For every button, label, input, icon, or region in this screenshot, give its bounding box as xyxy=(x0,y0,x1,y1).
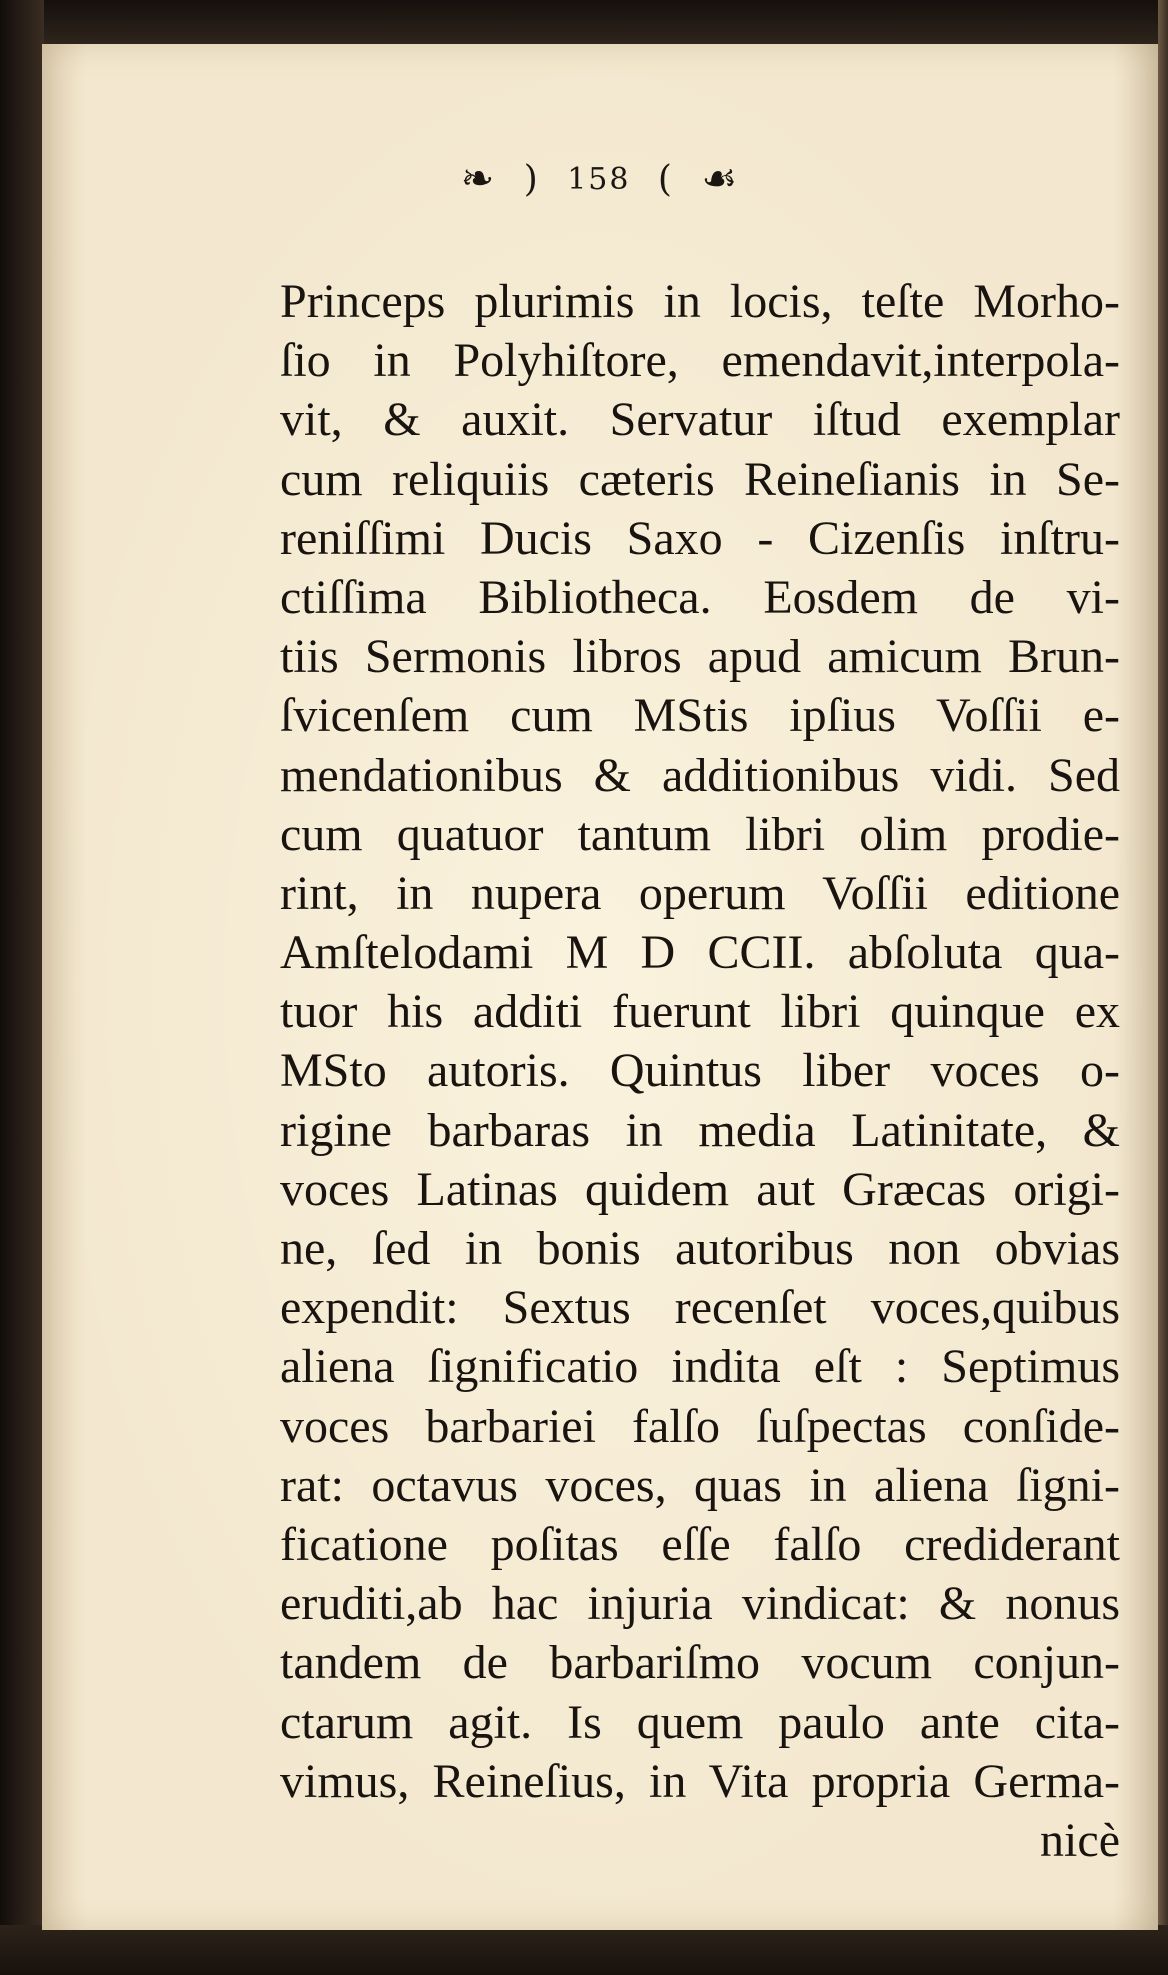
text-line: tandem de barbariſmo vocum conjun- xyxy=(280,1636,1120,1690)
page-header xyxy=(42,156,1158,202)
text-line: reniſſimi Ducis Saxo - Cizenſis inſtru- xyxy=(280,511,1120,565)
text-line: eruditi,ab hac injuria vindicat: & nonus xyxy=(280,1577,1120,1631)
right-ornament-icon: ☙ xyxy=(701,156,740,202)
book-binding-edge xyxy=(0,0,44,1975)
text-line: vit, & auxit. Servatur iſtud exemplar xyxy=(280,393,1120,447)
scan-bottom-edge xyxy=(0,1925,1168,1975)
header-paren-left: ) xyxy=(523,158,540,200)
text-line: Amſtelodami M D CCII. abſoluta qua- xyxy=(280,926,1120,980)
book-page xyxy=(42,44,1158,1930)
text-line: tiis Sermonis libros apud amicum Brun- xyxy=(280,630,1120,684)
body-text xyxy=(280,272,1120,1870)
text-line: voces Latinas quidem aut Græcas origi- xyxy=(280,1162,1120,1216)
left-ornament-icon: ❧ xyxy=(460,156,497,202)
text-line: ne, ſed in bonis autoribus non obvias xyxy=(280,1222,1120,1275)
text-line: mendationibus & additionibus vidi. Sed xyxy=(280,748,1120,802)
text-line: rat: octavus voces, quas in aliena ſigni- xyxy=(280,1458,1120,1512)
text-line: cum quatuor tantum libri olim prodie- xyxy=(280,807,1120,861)
text-line: rint, in nupera operum Voſſii editione xyxy=(280,866,1120,920)
text-line: rigine barbaras in media Latinitate, & xyxy=(280,1103,1120,1157)
text-line: expendit: Sextus recenſet voces,quibus xyxy=(280,1281,1120,1335)
header-paren-right: ( xyxy=(657,158,674,200)
text-line: ſio in Polyhiſtore, emendavit,interpola- xyxy=(280,334,1120,388)
text-line: ficatione poſitas eſſe falſo crediderant xyxy=(280,1517,1120,1571)
page-number: 158 xyxy=(567,161,631,197)
text-line: Princeps plurimis in locis, teſte Morho- xyxy=(280,275,1120,328)
page-fore-edge xyxy=(1158,0,1168,1975)
scan-top-edge xyxy=(0,0,1168,46)
catchword: nicè xyxy=(1040,1813,1120,1867)
text-line: vimus, Reineſius, in Vita propria Germa- xyxy=(280,1754,1120,1808)
text-line: aliena ſignificatio indita eſt : Septimus xyxy=(280,1340,1120,1394)
text-line: ctiſſima Bibliotheca. Eosdem de vi- xyxy=(280,570,1120,624)
text-line: MSto autoris. Quintus liber voces o- xyxy=(280,1044,1120,1098)
text-line: tuor his additi fuerunt libri quinque ex xyxy=(280,985,1120,1039)
text-line: ctarum agit. Is quem paulo ante cita- xyxy=(280,1695,1120,1749)
text-line: voces barbariei falſo ſuſpectas conſide- xyxy=(280,1399,1120,1453)
text-line: ſvicenſem cum MStis ipſius Voſſii e- xyxy=(280,689,1120,743)
text-line: cum reliquiis cæteris Reineſianis in Se- xyxy=(280,452,1120,506)
